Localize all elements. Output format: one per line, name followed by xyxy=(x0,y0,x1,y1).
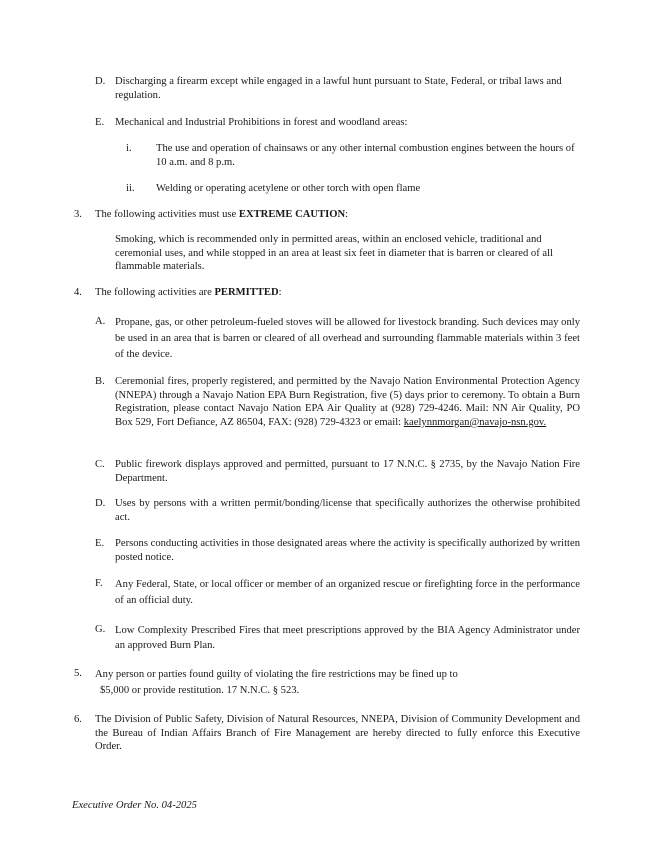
perm-f-marker: F. xyxy=(95,578,103,589)
item-5-line-2: $5,000 or provide restitution. 17 N.N.C. § 523. xyxy=(100,684,300,696)
perm-b-text xyxy=(115,375,580,429)
item-3-marker: 3. xyxy=(74,209,82,220)
item-3-emphasis: EXTREME CAUTION xyxy=(238,209,346,220)
perm-b-body: Ceremonial fires, properly registered, and permitted by the Navajo Nation Environmental Protection Agency (NNEPA) through a Navajo Nation EPA Burn Registration, five (5) days prior to ceremony. To obtain a Burn Registration, please contact Navajo Nation EPA Air Quality at (928) 729-4246. Mail: NN Air Quality, PO Box 529, Fort Defiance, AZ 86504, FAX: (928) 729-4323 or email: xyxy=(115,376,580,428)
perm-b-marker: B. xyxy=(95,376,105,387)
item-e-text: Mechanical and Industrial Prohibitions in forest and woodland areas: xyxy=(115,117,408,128)
perm-a-marker: A. xyxy=(95,316,106,327)
item-4-marker: 4. xyxy=(74,287,82,298)
item-4-colon: : xyxy=(278,287,282,298)
item-3-lead: The following activities must use xyxy=(95,209,237,220)
perm-f-text: Any Federal, State, or local officer or member of an organized rescue or firefighting force in the performance of an official duty. xyxy=(115,579,580,606)
sub-ii-marker: ii. xyxy=(126,183,135,194)
item-d-marker: D. xyxy=(95,76,106,87)
item-4-heading xyxy=(95,286,580,300)
footer-executive-order: Executive Order No. 04-2025 xyxy=(72,800,197,811)
perm-g-text: Low Complexity Prescribed Fires that meet prescriptions approved by the BIA Agency Administrator under an approved Burn Plan. xyxy=(115,625,580,651)
perm-d-marker: D. xyxy=(95,498,106,509)
item-6-marker: 6. xyxy=(74,714,82,725)
sub-i-text: The use and operation of chainsaws or any other internal combustion engines between the hours of 10 a.m. and 8 p.m. xyxy=(156,143,575,168)
item-5-text xyxy=(95,667,580,698)
perm-c-text: Public firework displays approved and permitted, pursuant to 17 N.N.C. § 2735, by the Navajo Nation Fire Department. xyxy=(115,459,580,484)
perm-e-marker: E. xyxy=(95,538,105,549)
sub-i-marker: i. xyxy=(126,143,132,154)
item-5-marker: 5. xyxy=(74,668,82,679)
item-3-body: Smoking, which is recommended only in permitted areas, within an enclosed vehicle, traditional and ceremonial uses, and while stopped in an area at least six feet in diameter that is barren or cleared of all flammable materials. xyxy=(115,234,553,273)
perm-d-text: Uses by persons with a written permit/bonding/license that specifically authorizes the otherwise prohibited act. xyxy=(115,498,580,523)
perm-e-text: Persons conducting activities in those designated areas where the activity is specifically authorized by written posted notice. xyxy=(115,538,580,563)
item-4-lead: The following activities are xyxy=(95,287,212,298)
perm-g-marker: G. xyxy=(95,624,106,635)
item-4-emphasis: PERMITTED xyxy=(214,287,279,298)
perm-a-text: Propane, gas, or other petroleum-fueled stoves will be allowed for livestock branding. Such devices may only be used in an area that is barren or cleared of all overhead and surrounding flammable materials within 3 feet of the device. xyxy=(115,317,580,360)
item-3-colon: : xyxy=(345,209,349,220)
item-d-text: Discharging a firearm except while engaged in a lawful hunt pursuant to State, Federal, or tribal laws and regulation. xyxy=(115,76,562,101)
burn-registration-email-link[interactable]: kaelynnmorgan@navajo-nsn.gov. xyxy=(403,416,547,428)
item-e-marker: E. xyxy=(95,117,105,128)
item-6-text: The Division of Public Safety, Division of Natural Resources, NNEPA, Division of Community Development and the Bureau of Indian Affairs Branch of Fire Management are hereby directed to fully enforce this Executive Order. xyxy=(95,714,580,753)
item-3-heading xyxy=(95,208,580,222)
sub-ii-text: Welding or operating acetylene or other torch with open flame xyxy=(156,183,421,194)
perm-c-marker: C. xyxy=(95,459,105,470)
item-5-line-1: Any person or parties found guilty of violating the fire restrictions may be fined up to xyxy=(95,669,458,680)
